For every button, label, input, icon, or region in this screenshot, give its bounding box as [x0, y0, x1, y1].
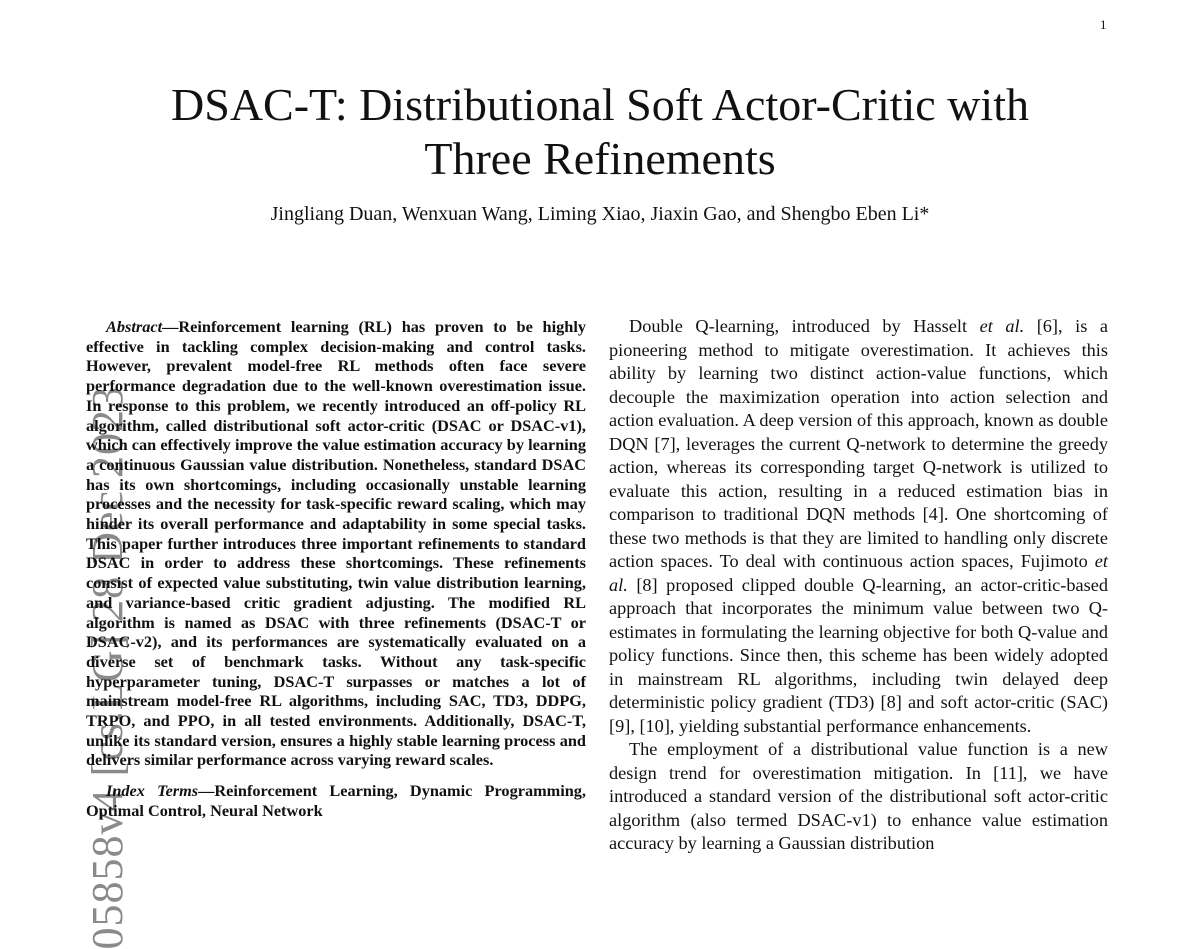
intro-p1-etal-1: et al.	[979, 316, 1025, 336]
abstract	[86, 317, 586, 770]
author-list: Jingliang Duan, Wenxuan Wang, Liming Xiao, Jiaxin Gao, and Shengbo Eben Li*	[270, 203, 930, 225]
index-terms-label: Index Terms	[106, 781, 199, 801]
index-terms-text: —Reinforcement Learning, Dynamic Programming, Optimal Control, Neural Network	[86, 781, 586, 820]
index-terms	[86, 781, 586, 820]
intro-p1-part-a: Double Q-learning, introduced by Hasselt	[629, 316, 980, 336]
intro-p1-part-b: [6], is a pioneering method to mitigate overestimation. It achieves this ability by learning two distinct action-value functions, which decouple the maximization operation into action selection and action evaluation. A deep version of this approach, known as double DQN [7], leverages the current Q-network to determine the greedy action, whereas its corresponding target Q-network is utilized to evaluate this action, resulting in a reduced estimation bias in comparison to traditional DQN methods [4]. One shortcoming of these two methods is that they are limited to handling only discrete action spaces. To deal with continuous action spaces, Fujimoto	[609, 316, 1109, 571]
intro-paragraph-2: The employment of a distributional value function is a new design trend for overestimation mitigation. In [11], we have introduced a standard version of the distributional soft actor-critic algorithm (also termed DSAC-v1) to enhance value estimation accuracy by learning a Gaussian distribution	[609, 739, 1108, 853]
introduction-column	[609, 315, 1108, 856]
intro-p1-part-c: [8] proposed clipped double Q-learning, an actor-critic-based approach that incorporates the minimum value between two Q-estimates in formulating the learning objective for both Q-value and policy functions. Since then, this scheme has been widely adopted in mainstream RL algorithms, including twin delayed deep deterministic policy gradient (TD3) [8] and soft actor-critic (SAC) [9], [10], yielding substantial performance enhancements.	[609, 574, 1108, 736]
title-line-1: DSAC-T: Distributional Soft Actor-Critic with	[171, 79, 1029, 130]
intro-paragraph-1	[609, 315, 1108, 738]
abstract-text: —Reinforcement learning (RL) has proven to be highly effective in tackling complex decision-making and control tasks. However, prevalent model-free RL methods often face severe performance degradation due to the well-known overestimation issue. In response to this problem, we recently introduced an off-policy RL algorithm, called distributional soft actor-critic (DSAC or DSAC-v1), which can effectively improve the value estimation accuracy by learning a continuous Gaussian value distribution. Nonetheless, standard DSAC has its own shortcomings, including occasionally unstable learning processes and the necessity for task-specific reward scaling, which may hinder its overall performance and adaptability in some special tasks. This paper further introduces three important refinements to standard DSAC in order to address these shortcomings. These refinements consist of expected value substituting, twin value distribution learning, and variance-based critic gradient adjusting. The modified RL algorithm is named as DSAC with three refinements (DSAC-T or DSAC-v2), and its performances are systematically evaluated on a diverse set of benchmark tasks. Without any task-specific hyperparameter tuning, DSAC-T surpasses or matches a lot of mainstream model-free RL algorithms, including SAC, TD3, DDPG, TRPO, and PPO, in all tested environments. Additionally, DSAC-T, unlike its standard version, ensures a highly stable learning process and delivers similar performance across varying reward scales.	[86, 317, 586, 770]
abstract-column	[86, 317, 586, 821]
arxiv-identifier-stamp: 05858v4 [cs.LG] 28 Dec 2023	[83, 386, 132, 949]
page-number: 1	[1100, 17, 1107, 32]
title-line-2: Three Refinements	[424, 133, 776, 184]
paper-title	[0, 78, 1200, 186]
abstract-label: Abstract	[106, 317, 163, 336]
intro-p1-etal-2: et al.	[609, 551, 1108, 595]
